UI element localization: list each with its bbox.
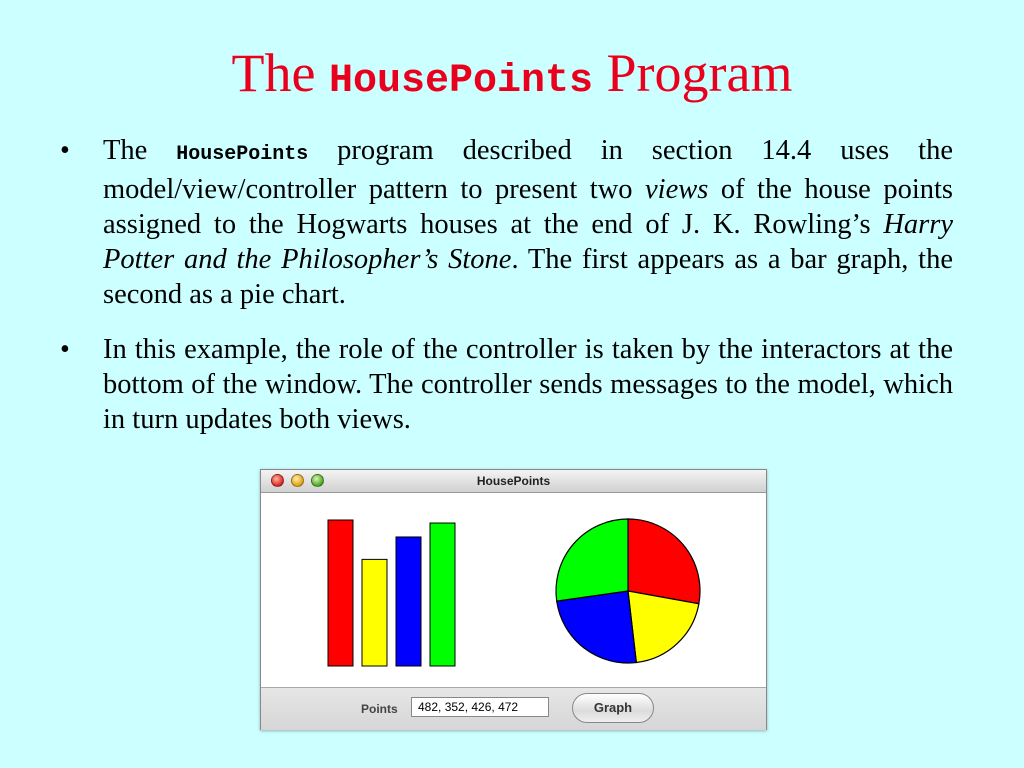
bullet1-text-c: of the house points assigned to the Hogwarts houses at the end of J. K. Rowling’s <box>103 174 953 240</box>
bullet-dot: • <box>60 135 70 166</box>
pie-slice-2 <box>557 591 637 663</box>
bullet2-text: In this example, the role of the controller is taken by the interactors at the bottom of the window. The controller sends messages to the model, which in turn updates both views. <box>103 334 953 435</box>
title-code: HousePoints <box>328 59 594 104</box>
pie-slice-0 <box>628 519 700 604</box>
graphics-canvas <box>261 493 766 687</box>
bullet1-emphasis-views: views <box>645 174 709 205</box>
graph-button[interactable]: Graph <box>572 693 654 723</box>
slide-title <box>0 40 1024 115</box>
window-title: HousePoints <box>476 474 551 488</box>
chart-area <box>261 493 766 687</box>
bullet1-emphasis-book: Harry Potter and the Philosopher’s Stone <box>103 209 953 275</box>
pie-slice-1 <box>628 591 699 663</box>
bullet1-text-b: program described in section 14.4 uses the model/view/controller pattern to present two <box>103 135 953 205</box>
bar-2 <box>396 537 421 666</box>
bar-3 <box>430 523 455 666</box>
bullet-item-2 <box>60 332 953 437</box>
window-titlebar[interactable] <box>261 470 766 493</box>
pie-slice-3 <box>556 519 628 601</box>
bullet1-code: HousePoints <box>176 143 309 166</box>
points-label: Points <box>361 702 398 716</box>
bullet1-text-d: . The first appears as a bar graph, the second as a pie chart. <box>103 244 953 310</box>
bullet1-text-a: The <box>103 135 177 166</box>
title-text-before: The <box>231 43 329 103</box>
bullet-item-1 <box>60 133 953 312</box>
interactor-bar <box>261 687 766 730</box>
housepoints-window <box>260 469 767 730</box>
points-input[interactable]: 482, 352, 426, 472 <box>411 697 549 717</box>
title-text-after: Program <box>593 43 793 103</box>
bullet-dot: • <box>60 334 70 365</box>
bar-1 <box>362 559 387 666</box>
bar-0 <box>328 520 353 666</box>
bullet-list <box>60 133 953 457</box>
